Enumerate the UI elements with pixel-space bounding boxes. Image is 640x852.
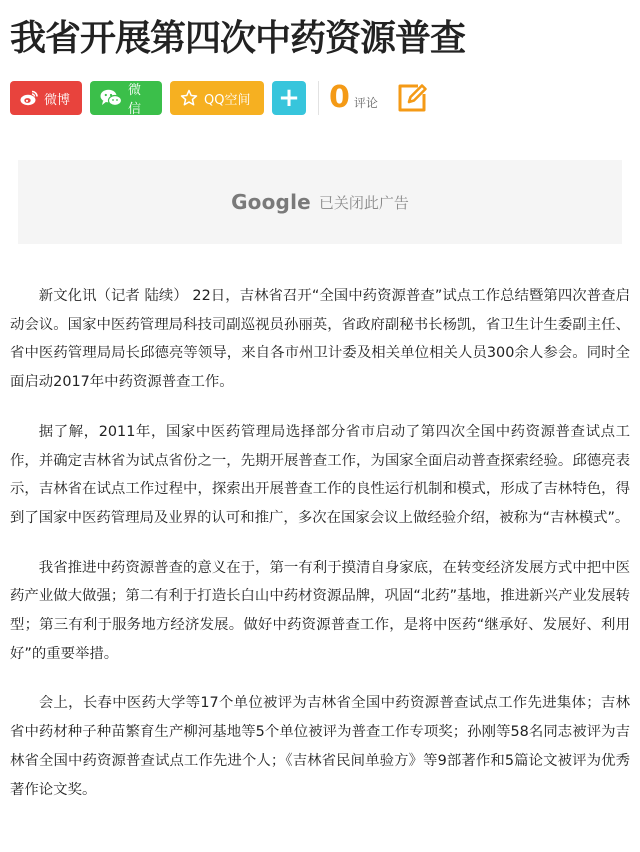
google-logo: Google <box>231 190 311 214</box>
plus-icon: + <box>278 83 300 113</box>
share-qzone-button[interactable] <box>170 81 264 115</box>
article-paragraph: 会上，长春中医药大学等17个单位被评为吉林省全国中药资源普查试点工作先进集体；吉林省中药材种子种苗繁育生产柳河基地等5个单位被评为普查工作专项奖；孙刚等58名同志被评为吉林省全国中药资源普查试点工作先进个人；《吉林省民间单验方》等9部著作和5篇论文被评为优秀著作论文奖。 <box>10 695 630 798</box>
comment-count[interactable]: 0 <box>329 80 350 115</box>
article-body <box>10 282 630 825</box>
wechat-icon <box>100 89 122 107</box>
weibo-icon <box>20 90 38 106</box>
ad-closed-text: 已关闭此广告 <box>318 193 409 212</box>
share-qzone-label: QQ空间 <box>204 92 251 108</box>
star-icon <box>180 89 198 107</box>
article-paragraph: 据了解，2011年，国家中医药管理局选择部分省市启动了第四次全国中药资源普查试点工作，并确定吉林省为试点省份之一，先期开展普查工作，为国家全面启动普查探索经验。邱德亮表示，吉林省在试点工作过程中，探索出开展普查工作的良性运行机制和模式，形成了吉林特色，得到了国家中医药管理局及业界的认可和推广，多次在国家会议上做经验介绍，被称为“吉林模式”。 <box>10 423 630 526</box>
article-paragraph: 新文化讯（记者 陆续） 22日，吉林省召开“全国中药资源普查”试点工作总结暨第四次普查启动会议。国家中医药管理局科技司副巡视员孙丽英，省政府副秘书长杨凯，省卫生计生委副主任、省中医药管理局局长邱德亮等领导，来自各市州卫计委及相关单位相关人员300余人参会。同时全面启动2017年中药资源普查工作。 <box>10 288 630 391</box>
edit-icon[interactable] <box>396 82 428 114</box>
share-more-button[interactable] <box>272 81 306 115</box>
share-weibo-label: 微博 <box>44 92 71 108</box>
share-wechat-label: 微信 <box>128 83 142 117</box>
share-divider <box>318 81 319 115</box>
ad-placeholder <box>18 160 622 244</box>
article-paragraph: 我省推进中药资源普查的意义在于，第一有利于摸清自身家底，在转变经济发展方式中把中医药产业做大做强；第二有利于打造长白山中药材资源品牌，巩固“北药”基地，推进新兴产业发展转型；第三有利于服务地方经济发展。做好中药资源普查工作，是将中医药“继承好、发展好、利用好”的重要举措。 <box>10 559 630 662</box>
article-title: 我省开展第四次中药资源普查 <box>10 18 466 59</box>
share-weibo-button[interactable] <box>10 81 82 115</box>
share-bar <box>10 80 630 116</box>
share-wechat-button[interactable] <box>90 81 162 115</box>
comment-label[interactable]: 评论 <box>353 95 378 110</box>
